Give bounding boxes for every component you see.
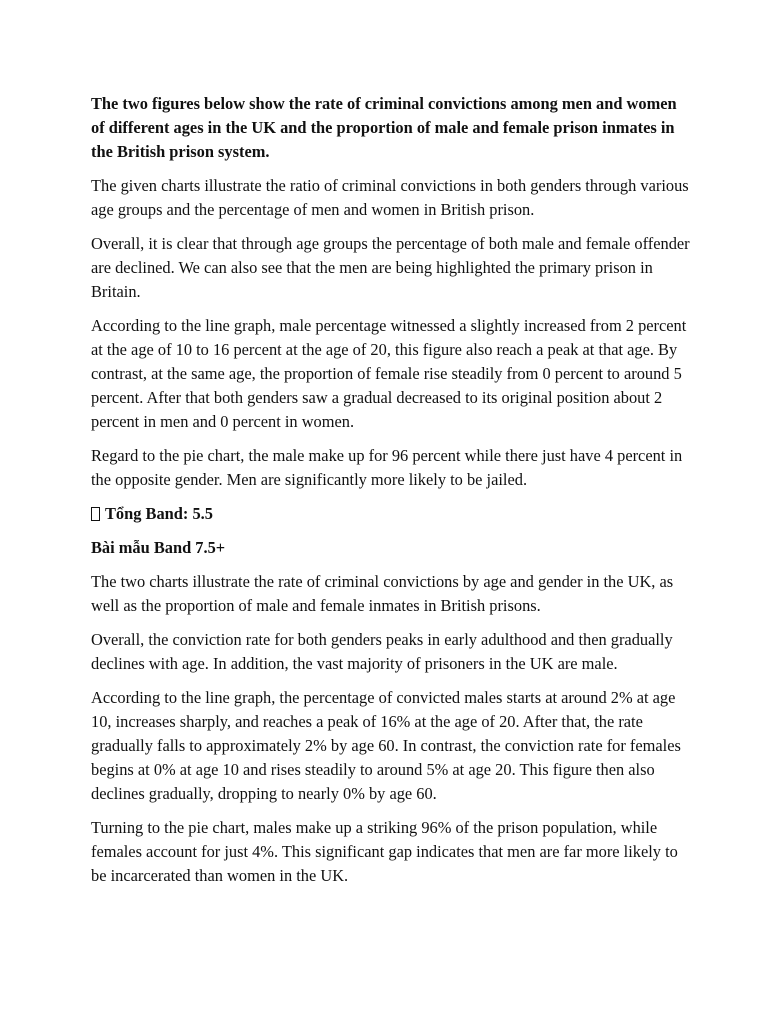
essay-1-paragraph-4: Regard to the pie chart, the male make up for 96 percent while there just have 4 percent in the opposite gender. Men are significantly more likely to be jailed. [91,446,683,489]
essay-2-paragraph-2: Overall, the conviction rate for both genders peaks in early adulthood and then gradually declines with age. In addition, the vast majority of prisoners in the UK are male. [91,630,673,673]
essay-1-paragraph-2: Overall, it is clear that through age groups the percentage of both male and female offender are declined. We can also see that the men are being highlighted the primary prison in Britain. [91,234,690,301]
score-line [91,502,691,526]
essay-2-paragraph-3: According to the line graph, the percentage of convicted males starts at around 2% at age 10, increases sharply, and reaches a peak of 16% at the age of 20. After that, the rate gradually falls to approximately 2% by age 60. In contrast, the conviction rate for females begins at 0% at age 10 and rises steadily to around 5% at age 20. This figure then also declines gradually, dropping to nearly 0% by age 60. [91,688,681,803]
missing-glyph-icon [91,507,100,521]
essay-1-paragraph-3: According to the line graph, male percentage witnessed a slightly increased from 2 percent at the age of 10 to 16 percent at the age of 20, this figure also reach a peak at that age. By contrast, at the same age, the proportion of female rise steadily from 0 percent to around 5 percent. After that both genders saw a gradual decreased to its original position about 2 percent in men and 0 percent in women. [91,316,687,431]
essay-2-paragraph-1: The two charts illustrate the rate of criminal convictions by age and gender in the UK, as well as the proportion of male and female inmates in British prisons. [91,572,674,615]
task-prompt: The two figures below show the rate of criminal convictions among men and women of different ages in the UK and the proportion of male and female prison inmates in the British prison system. [91,94,677,161]
sample-heading: Bài mẫu Band 7.5+ [91,538,226,557]
essay-2-paragraph-4: Turning to the pie chart, males make up a striking 96% of the prison population, while females account for just 4%. This significant gap indicates that men are far more likely to be incarcerated than women in the UK. [91,818,678,885]
score-label: Tổng Band: 5.5 [105,504,213,523]
document-page [91,92,691,898]
essay-1-paragraph-1: The given charts illustrate the ratio of criminal convictions in both genders through various age groups and the percentage of men and women in British prison. [91,176,689,219]
